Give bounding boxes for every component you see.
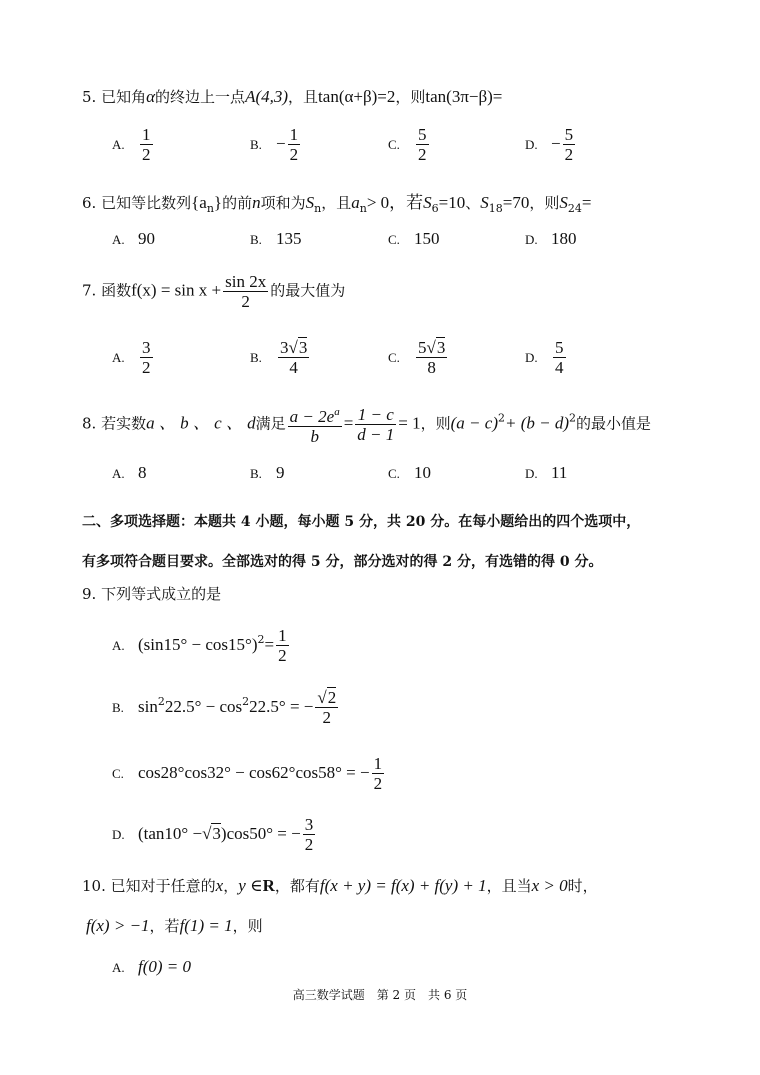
q6-option-a[interactable]: A. 90 — [112, 229, 155, 248]
q6-option-d[interactable]: D. 180 — [525, 229, 577, 248]
q8-option-b[interactable]: B. 9 — [250, 463, 285, 482]
q7-option-d[interactable]: D. $\frac{5}{4}$ — [525, 338, 564, 377]
page-footer: 高三数学试题 第 2 页 共 6 页 — [292, 988, 468, 1002]
q10-stem-line1: 10. 已知对于任意的x，y ∈R，都有f(x + y) = f(x) + f(y) + 1，且当x > 0时， — [82, 876, 598, 895]
section2-heading: 二、多项选择题：本题共 4 小题，每小题 5 分，共 20 分。在每小题给出的四个选项中， — [82, 514, 641, 530]
q8-option-d[interactable]: D. 11 — [525, 463, 568, 482]
q5-option-b[interactable]: B. − $\frac{1}{2}$ — [250, 125, 299, 164]
q5-option-a[interactable]: A. $\frac{1}{2}$ — [112, 125, 151, 164]
q5-option-d[interactable]: D. − $\frac{5}{2}$ — [525, 125, 574, 164]
q6-stem: 6. 已知等比数列$\{a_n\}$的前n项和为$S_n$，且$a_n> 0$，若$S_6=10$、$S_{18}=70$，则$S_{24}=$ — [82, 193, 592, 215]
q6-option-b[interactable]: B. 135 — [250, 229, 302, 248]
q5-option-c[interactable]: C. $\frac{5}{2}$ — [388, 125, 427, 164]
q10-stem-line2: f(x) > −1，若f(1) = 1，则 — [86, 916, 263, 935]
q8-option-a[interactable]: A. 8 — [112, 463, 147, 482]
q9-option-c[interactable]: C. cos28°cos32° − cos62°cos58° = − $\frac{1}{2}$ — [112, 754, 383, 793]
q8-option-c[interactable]: C. 10 — [388, 463, 431, 482]
q5-stem: 5. 已知角α的终边上一点A(4,3)，且tan(α+β)=2，则tan(3π−β)= — [82, 87, 503, 106]
q8-stem: 8. 若实数a 、 b 、 c 、 d满足 $\frac{a - 2e^a}{b}$ = $\frac{1 - c}{d - 1}$ = 1，则$(a - c)^2+ (b - d)^2$的最小值是 — [82, 405, 652, 446]
q9-option-b[interactable]: B. $\sin^222.5^\circ - \cos^222.5^\circ$ = − $\frac{√2}{2}$ — [112, 688, 337, 727]
q10-option-a[interactable]: A. f(0) = 0 — [112, 957, 192, 976]
q9-option-a[interactable]: A. $(\sin 15^\circ - \cos 15^\circ)^2=$ $\frac{1}{2}$ — [112, 626, 287, 665]
q7-stem: 7. 函数f(x) = sin x + $\frac{\sin 2x}{2}$ 的最大值为 — [82, 272, 346, 311]
q9-option-d[interactable]: D. (tan10° −√3)cos50° = − $\frac{3}{2}$ — [112, 815, 314, 854]
q7-option-a[interactable]: A. $\frac{3}{2}$ — [112, 338, 151, 377]
q7-option-b[interactable]: B. $\frac{3√3}{4}$ — [250, 338, 308, 377]
section2-instructions: 有多项符合题目要求。全部选对的得 5 分，部分选对的得 2 分，有选错的得 0 分。 — [82, 554, 603, 570]
q9-stem: 9. 下列等式成立的是 — [82, 585, 222, 603]
q7-option-c[interactable]: C. $\frac{5√3}{8}$ — [388, 338, 446, 377]
q6-option-c[interactable]: C. 150 — [388, 229, 440, 248]
